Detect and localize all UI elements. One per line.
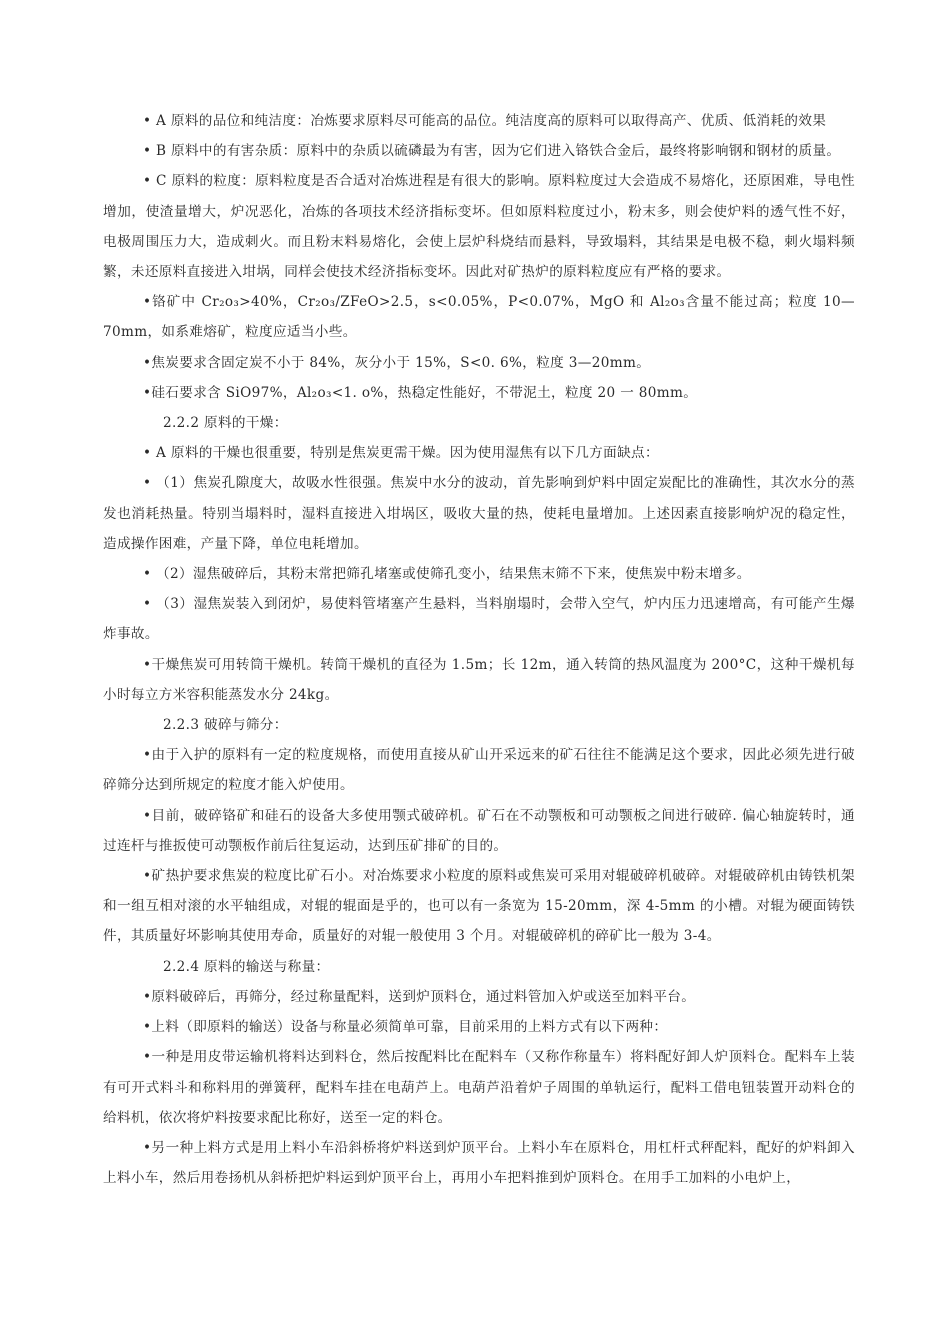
paragraph-roll-crusher: •矿热护要求焦炭的粒度比矿石小。对冶炼要求小粒度的原料或焦炭可采用对辊破碎机破碎。对辊破碎机由铸铁机架和一组互相对滚的水平轴组成，对辊的辊面是乎的，也可以有一条宽为 15-20mm，深 4-5mm 的小槽。对辊为硬面铸铁件，其质量好坏影响其使用寿命，质量好的对辊一般使用 3 个月。对辊破碎机的碎矿比一般为 3-4。: [103, 868, 855, 945]
paragraph-coke-spec: •焦炭要求含固定炭不小于 84%，灰分小于 15%，S<0. 6%，粒度 3—20mm。: [143, 354, 651, 371]
section-heading-conveying: 2.2.4 原料的输送与称量：: [163, 958, 330, 975]
document-body: [103, 106, 855, 1193]
paragraph-jaw-crusher: •目前，破碎铬矿和硅石的设备大多使用颚式破碎机。矿石在不动颚板和可动颚板之间进行破碎. 偏心轴旋转时，通过连杆与推扳使可动颚板作前后往复运动，达到压矿排矿的目的。: [103, 807, 855, 854]
paragraph-wet-coke-point-1: • （1）焦炭孔隙度大，故吸水性很强。焦炭中水分的波动，首先影响到炉料中固定炭配比的准确性，其次水分的蒸发也消耗热量。特别当塌料时，湿料直接进入坩埚区，吸收大量的热，使耗电量增加。上述因素直接影响炉况的稳定性，造成操作困难，产量下降，单位电耗增加。: [103, 475, 855, 552]
paragraph-harmful-impurities: • B 原料中的有害杂质：原料中的杂质以硫磷最为有害，因为它们进入铬铁合金后，最终将影响钢和钢材的质量。: [143, 143, 841, 160]
paragraph-charging-equipment: •上料（即原料的输送）设备与称量必须简单可靠，目前采用的上料方式有以下两种：: [143, 1019, 668, 1036]
paragraph-particle-size: • C 原料的粒度：原料粒度是否合适对冶炼进程是有很大的影响。原料粒度过大会造成不易熔化，还原困难，导电性增加，使渣量增大，炉况恶化，冶炼的各项技术经济指标变坏。但如原料粒度过小，粉末多，则会使炉料的透气性不好，电极周围压力大，造成刺火。而且粉末料易熔化，会使上层炉科烧结而悬料，导致塌料，其结果是电极不稳，刺火塌料频繁，未还原料直接进入坩埚，同样会使技术经济指标变坏。因此对矿热炉的原料粒度应有严格的要求。: [103, 173, 855, 281]
section-heading-crushing: 2.2.3 破碎与筛分：: [163, 717, 288, 734]
paragraph-silica-spec: •硅石要求含 SiO97%，Al₂o₃<1. o%，热稳定性能好，不带泥土，粒度 20 一 80mm。: [143, 384, 698, 401]
paragraph-wet-coke-point-3: • （3）湿焦炭装入到闭炉，易使料管堵塞产生悬料，当料崩塌时，会带入空气，炉内压力迅速增高，有可能产生爆炸事故。: [103, 596, 855, 643]
paragraph-skip-car-method: •另一种上料方式是用上料小车沿斜桥将炉料送到炉顶平台。上料小车在原料仓，用杠杆式秤配料，配好的炉料卸入上料小车，然后用卷扬机从斜桥把炉料运到炉顶平台上，再用小车把料推到炉顶料仓。在用手工加料的小电炉上，: [103, 1139, 855, 1187]
paragraph-drying-importance: • A 原料的干燥也很重要，特别是焦炭更需干燥。因为使用湿焦有以下几方面缺点：: [143, 445, 659, 462]
paragraph-belt-conveyor-method: •一种是用皮带运输机将料达到料仓，然后按配料比在配料车（又称作称量车）将料配好卸人炉顶料仓。配料车上装有可开式料斗和称料用的弹簧秤，配料车挂在电葫芦上。电葫芦沿着炉子周围的单轨运行，配料工借电钮装置开动料仓的给料机，依次将炉料按要求配比称好，送至一定的料仓。: [103, 1049, 855, 1126]
paragraph-wet-coke-point-2: • （2）湿焦破碎后，其粉末常把筛孔堵塞或使筛孔变小，结果焦末筛不下来，使焦炭中粉末增多。: [143, 566, 751, 583]
section-heading-drying: 2.2.2 原料的干燥：: [163, 415, 288, 432]
paragraph-raw-material-grade: • A 原料的品位和纯洁度：冶炼要求原料尽可能高的品位。纯洁度高的原料可以取得高产、优质、低消耗的效果: [143, 113, 827, 129]
paragraph-rotary-dryer: •干燥焦炭可用转筒干燥机。转筒干燥机的直径为 1.5m；长 12m，通入转筒的热风温度为 200°C，这种干燥机每小时每立方米容积能蒸发水分 24kg。: [103, 656, 855, 703]
paragraph-chrome-ore-spec: •铬矿中 Cr₂o₃>40%，Cr₂o₃/ZFeO>2.5，s<0.05%，P<0.07%，MgO 和 Al₂o₃含量不能过高；粒度 10—70mm，如系难熔矿，粒度应适当小些。: [103, 294, 855, 341]
paragraph-after-crushing: •原料破碎后，再筛分，经过称量配料，送到炉顶料仓，通过料管加入炉或送至加料平台。: [143, 988, 696, 1005]
paragraph-crushing-need: •由于入护的原料有一定的粒度规格，而使用直接从矿山开采远来的矿石往往不能满足这个要求，因此必须先进行破碎筛分达到所规定的粒度才能入炉使用。: [103, 747, 855, 794]
